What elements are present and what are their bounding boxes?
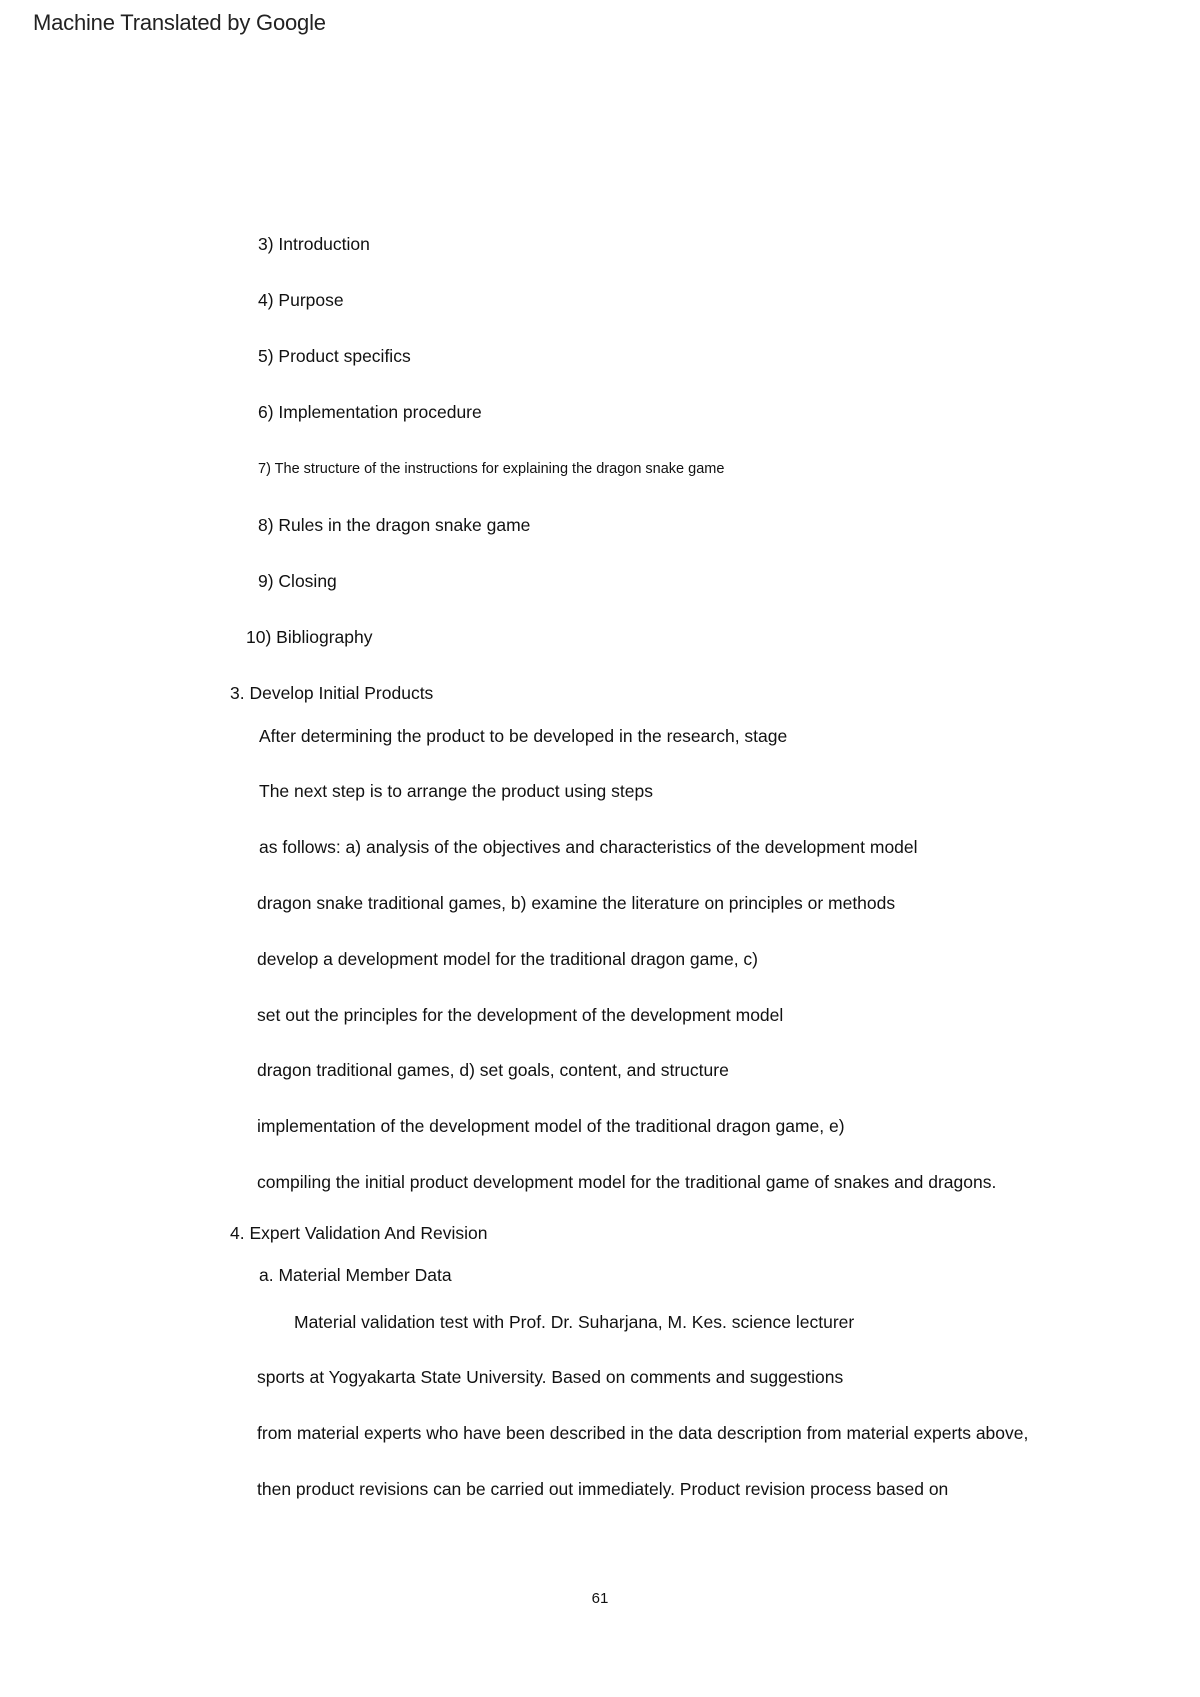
body-line: dragon snake traditional games, b) examine the literature on principles or methods	[257, 893, 896, 913]
toc-item: 3) Introduction	[258, 234, 370, 254]
body-line: from material experts who have been described in the data description from material experts above,	[257, 1423, 1029, 1443]
body-line: then product revisions can be carried out immediately. Product revision process based on	[257, 1479, 949, 1499]
subsection-heading: a. Material Member Data	[259, 1265, 452, 1285]
toc-item: 5) Product specifics	[258, 346, 411, 366]
toc-item: 7) The structure of the instructions for explaining the dragon snake game	[258, 461, 725, 477]
body-line: sports at Yogyakarta State University. Based on comments and suggestions	[257, 1367, 844, 1387]
toc-item: 6) Implementation procedure	[258, 402, 482, 422]
body-line: set out the principles for the development of the development model	[257, 1005, 784, 1025]
body-line: compiling the initial product development model for the traditional game of snakes and dragons.	[257, 1172, 997, 1192]
body-line: After determining the product to be developed in the research, stage	[259, 726, 788, 746]
toc-item: 4) Purpose	[258, 290, 344, 310]
toc-item: 8) Rules in the dragon snake game	[258, 515, 531, 535]
toc-item: 10) Bibliography	[246, 627, 373, 647]
body-line: develop a development model for the traditional dragon game, c)	[257, 949, 758, 969]
page-number: 61	[591, 1590, 609, 1607]
body-line: implementation of the development model of the traditional dragon game, e)	[257, 1116, 845, 1136]
body-line: dragon traditional games, d) set goals, content, and structure	[257, 1060, 729, 1080]
machine-translation-banner: Machine Translated by Google	[33, 10, 326, 35]
body-line: Material validation test with Prof. Dr. Suharjana, M. Kes. science lecturer	[294, 1312, 855, 1332]
body-line: The next step is to arrange the product using steps	[259, 781, 653, 801]
section-heading: 4. Expert Validation And Revision	[230, 1223, 488, 1243]
body-line: as follows: a) analysis of the objectives and characteristics of the development model	[259, 837, 918, 857]
toc-item: 9) Closing	[258, 571, 337, 591]
section-heading: 3. Develop Initial Products	[230, 683, 434, 703]
